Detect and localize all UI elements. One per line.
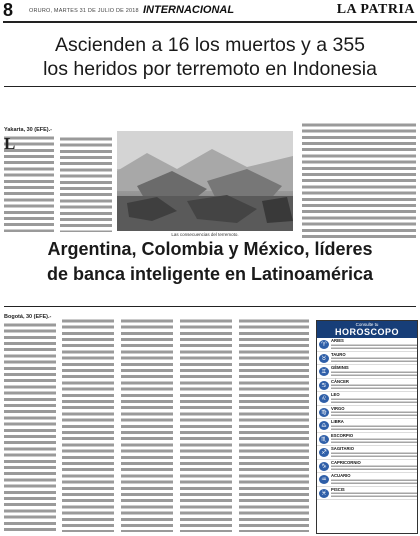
horoscope-sign-géminis — [317, 365, 417, 379]
sign-name: PISCIS — [331, 486, 345, 492]
issue-date: ORURO, MARTES 31 DE JULIO DE 2018 — [29, 8, 139, 14]
sign-text — [331, 479, 417, 485]
zodiac-icon: ♉ — [319, 354, 329, 363]
story2-column-5 — [239, 318, 309, 532]
zodiac-icon: ♋ — [319, 381, 329, 390]
zodiac-icon: ♌ — [319, 394, 329, 403]
horoscope-sign-escorpio — [317, 433, 417, 447]
horoscope-sign-acuario — [317, 473, 417, 487]
story2-column-3 — [121, 318, 173, 532]
story1-column-2 — [60, 136, 112, 232]
body-text — [62, 318, 114, 532]
sign-name: SAGITARIO — [331, 446, 354, 451]
body-text — [4, 322, 56, 532]
section-title: INTERNACIONAL — [143, 4, 235, 16]
story1-headline — [4, 33, 416, 81]
zodiac-icon: ♍ — [319, 408, 329, 417]
horoscope-sign-piscis — [317, 487, 417, 501]
zodiac-icon: ♒ — [319, 475, 329, 484]
story1-column-4 — [302, 122, 416, 238]
photo-caption: Las consecuencias del terremoto. — [171, 232, 239, 237]
zodiac-icon: ♏ — [319, 435, 329, 444]
horoscope-sign-libra — [317, 419, 417, 433]
sign-name: CAPRICORNIO — [331, 459, 361, 465]
sign-text — [331, 492, 417, 498]
divider — [4, 306, 416, 307]
body-text — [239, 318, 309, 532]
story2-column-2 — [62, 318, 114, 532]
horoscope-sign-cáncer — [317, 379, 417, 393]
horoscope-subtitle: Consulte tu — [355, 322, 379, 327]
sign-text — [331, 384, 417, 390]
story1-headline-line: Ascienden a 16 los muertos y a 355 — [54, 34, 366, 56]
zodiac-icon: ♑ — [319, 462, 329, 471]
horoscope-sign-tauro — [317, 352, 417, 366]
page-header — [3, 0, 417, 23]
zodiac-icon: ♐ — [319, 448, 329, 457]
horoscope-sign-aries — [317, 338, 417, 352]
sign-name: CÁNCER — [331, 378, 349, 384]
zodiac-icon: ♈ — [319, 340, 329, 349]
story1-column-1 — [4, 127, 54, 232]
story2-dateline: Bogotá, 30 (EFE).- — [4, 314, 52, 320]
horoscope-sign-sagitario — [317, 446, 417, 460]
horoscope-list — [317, 338, 417, 500]
horoscope-sign-leo — [317, 392, 417, 406]
sign-name: LIBRA — [331, 419, 344, 424]
horoscope-box — [316, 320, 418, 534]
horoscope-title: HOROSCOPO — [334, 327, 399, 337]
sign-name: ARIES — [331, 338, 344, 343]
zodiac-icon: ♓ — [319, 489, 329, 498]
sign-name: ACUARIO — [331, 473, 351, 478]
story2-column-1 — [4, 314, 56, 532]
sign-text — [331, 371, 417, 377]
sign-name: GÉMINIS — [331, 365, 349, 370]
story2-column-4 — [180, 318, 232, 532]
sign-text — [331, 438, 417, 444]
sign-name: VIRGO — [331, 405, 345, 411]
sign-name: ESCORPIO — [331, 432, 354, 438]
newspaper-name: LA PATRIA — [336, 2, 415, 17]
sign-text — [331, 357, 417, 363]
zodiac-icon: ♊ — [319, 367, 329, 376]
sign-text — [331, 344, 417, 350]
story1-dropcap: L — [4, 134, 16, 154]
sign-text — [331, 425, 417, 431]
sign-name: TAURO — [331, 351, 346, 357]
divider — [4, 86, 416, 87]
sign-text — [331, 398, 417, 404]
body-text — [180, 318, 232, 532]
story2-headline-line: Argentina, Colombia y México, líderes — [47, 239, 373, 259]
story2-headline-line: de banca inteligente en Latinoamérica — [46, 264, 374, 284]
sign-name: LEO — [331, 392, 340, 397]
horoscope-sign-capricornio — [317, 460, 417, 474]
horoscope-header — [317, 321, 417, 338]
photo-illustration — [117, 131, 293, 231]
story2-headline — [4, 237, 416, 287]
zodiac-icon: ♎ — [319, 421, 329, 430]
earthquake-photo — [117, 131, 293, 231]
story1-dateline: Yakarta, 30 (EFE).- — [4, 127, 52, 133]
horoscope-sign-virgo — [317, 406, 417, 420]
story1-headline-line: los heridos por terremoto en Indonesia — [43, 58, 377, 80]
body-text — [60, 136, 112, 232]
sign-text — [331, 411, 417, 417]
sign-text — [331, 452, 417, 458]
body-text — [302, 122, 416, 238]
sign-text — [331, 465, 417, 471]
body-text — [121, 318, 173, 532]
page-number: 8 — [3, 0, 14, 20]
